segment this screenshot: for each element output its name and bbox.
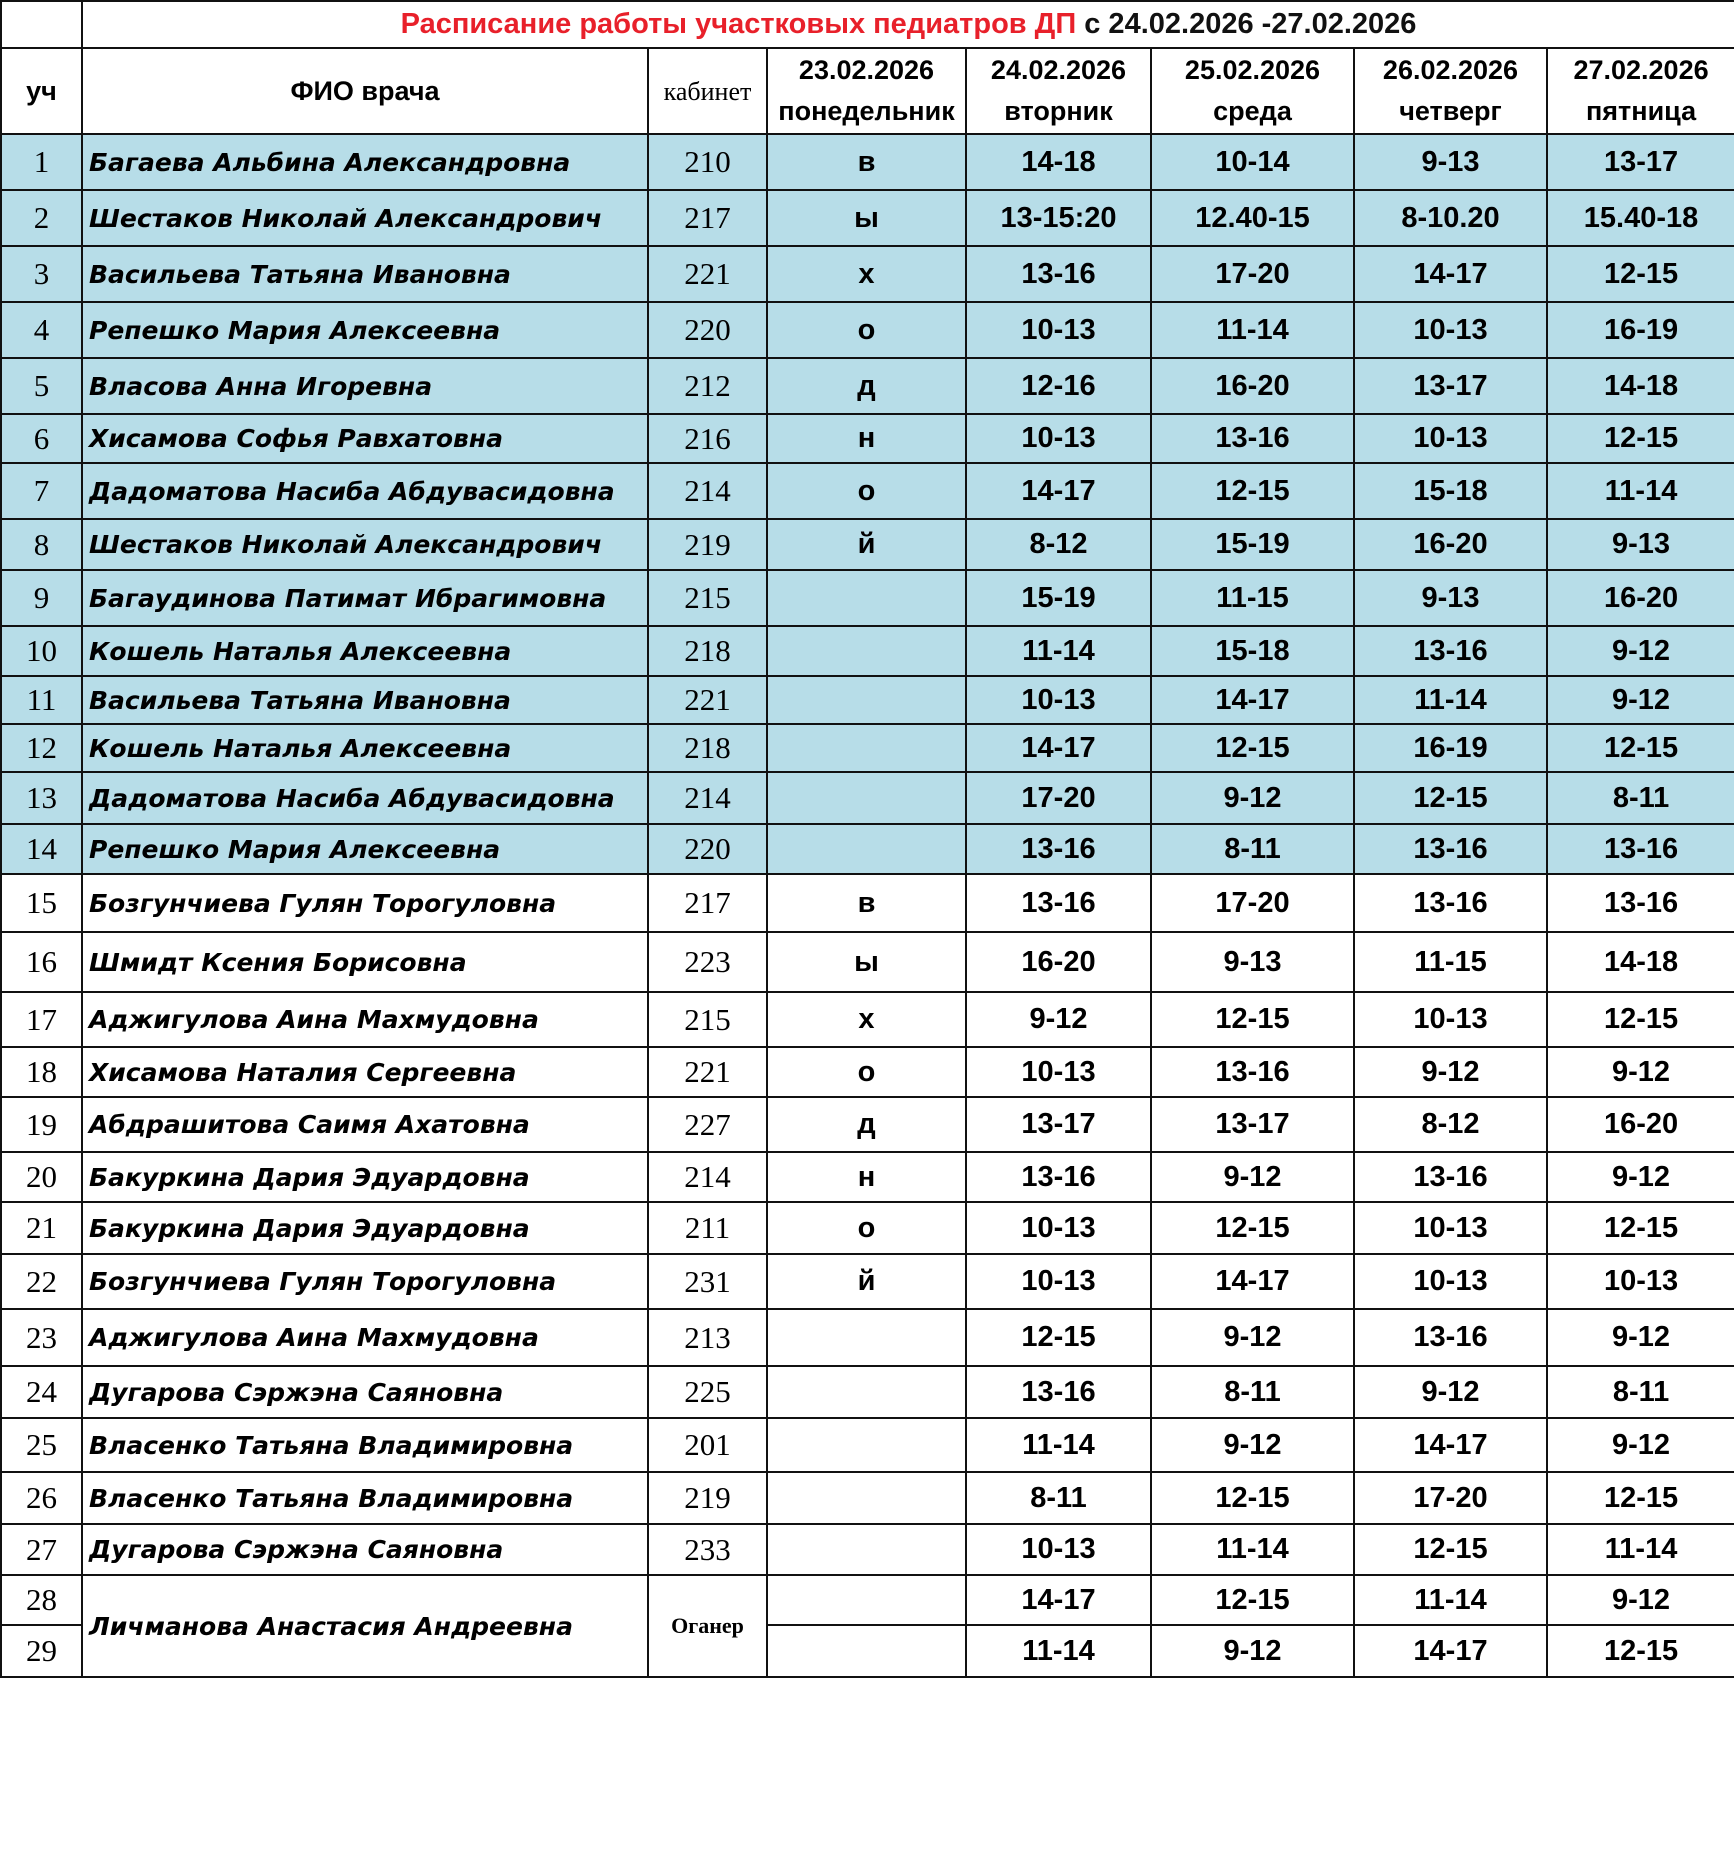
header-day-wed	[1151, 48, 1354, 134]
table-row	[1, 824, 1734, 874]
doctor-name: Шестаков Николай Александрович	[82, 519, 648, 570]
work-hours: 13-17	[1151, 1097, 1354, 1152]
work-hours: 9-12	[1547, 1418, 1734, 1472]
monday-status	[767, 1309, 966, 1366]
doctor-name: Власенко Татьяна Владимировна	[82, 1472, 648, 1524]
table-row	[1, 1309, 1734, 1366]
table-row	[1, 1097, 1734, 1152]
row-number: 13	[1, 772, 82, 824]
cabinet-number: 231	[648, 1254, 767, 1309]
header-weekday: понедельник	[778, 96, 955, 126]
row-number: 7	[1, 463, 82, 519]
doctor-name: Шмидт Ксения Борисовна	[82, 932, 648, 992]
work-hours: 9-12	[1547, 1575, 1734, 1625]
cabinet-number: 219	[648, 1472, 767, 1524]
cabinet-number: 214	[648, 772, 767, 824]
title-range: с 24.02.2026 -27.02.2026	[1084, 8, 1417, 40]
work-hours: 17-20	[1354, 1472, 1547, 1524]
work-hours: 9-13	[1354, 570, 1547, 626]
table-row	[1, 932, 1734, 992]
header-date: 27.02.2026	[1573, 55, 1709, 85]
header-date: 23.02.2026	[798, 55, 935, 85]
table-row	[1, 302, 1734, 358]
doctor-name: Дугарова Сэржэна Саяновна	[82, 1524, 648, 1575]
work-hours: 14-18	[1547, 358, 1734, 414]
work-hours: 16-19	[1547, 302, 1734, 358]
work-hours: 9-12	[1151, 1625, 1354, 1677]
cabinet-number: 216	[648, 414, 767, 463]
monday-status	[767, 772, 966, 824]
title-main: Расписание работы участковых педиатров ДП	[400, 8, 1077, 40]
work-hours: 11-14	[1547, 1524, 1734, 1575]
work-hours: 13-16	[966, 1152, 1151, 1202]
work-hours: 9-12	[1354, 1047, 1547, 1097]
row-number: 24	[1, 1366, 82, 1418]
monday-status: х	[767, 246, 966, 302]
doctor-name: Власова Анна Игоревна	[82, 358, 648, 414]
work-hours: 12-15	[1151, 463, 1354, 519]
work-hours: 10-13	[1354, 1202, 1547, 1254]
work-hours: 12-15	[1547, 1472, 1734, 1524]
cabinet-number: 217	[648, 190, 767, 246]
work-hours: 11-14	[966, 1418, 1151, 1472]
cabinet-number: 218	[648, 724, 767, 772]
row-number: 12	[1, 724, 82, 772]
work-hours: 9-12	[1547, 1047, 1734, 1097]
work-hours: 14-17	[1354, 246, 1547, 302]
cabinet-number: 211	[648, 1202, 767, 1254]
monday-status	[767, 1418, 966, 1472]
work-hours: 8-10.20	[1354, 190, 1547, 246]
header-date: 24.02.2026	[990, 55, 1127, 85]
header-day-thu	[1354, 48, 1547, 134]
work-hours: 11-14	[1151, 302, 1354, 358]
doctor-name: Кошель Наталья Алексеевна	[82, 626, 648, 676]
work-hours: 10-13	[966, 1202, 1151, 1254]
work-hours: 9-12	[1354, 1366, 1547, 1418]
work-hours: 12-15	[1151, 992, 1354, 1047]
work-hours: 12-15	[1547, 414, 1734, 463]
work-hours: 13-16	[1354, 1309, 1547, 1366]
work-hours: 12-15	[1151, 724, 1354, 772]
page-title	[82, 1, 1734, 48]
monday-status	[767, 824, 966, 874]
monday-status: о	[767, 463, 966, 519]
row-number: 22	[1, 1254, 82, 1309]
table-row	[1, 992, 1734, 1047]
table-row	[1, 874, 1734, 932]
work-hours: 12-15	[1547, 1625, 1734, 1677]
doctor-name: Власенко Татьяна Владимировна	[82, 1418, 648, 1472]
work-hours: 8-12	[966, 519, 1151, 570]
monday-status	[767, 724, 966, 772]
table-row	[1, 190, 1734, 246]
doctor-name: Шестаков Николай Александрович	[82, 190, 648, 246]
table-row	[1, 1202, 1734, 1254]
work-hours: 14-18	[966, 134, 1151, 190]
title-row	[1, 1, 1734, 48]
work-hours: 12-15	[1547, 724, 1734, 772]
doctor-name: Хисамова Софья Равхатовна	[82, 414, 648, 463]
cabinet-number: 223	[648, 932, 767, 992]
work-hours: 13-16	[1151, 414, 1354, 463]
monday-status	[767, 626, 966, 676]
work-hours: 8-11	[1547, 1366, 1734, 1418]
cabinet-number: 227	[648, 1097, 767, 1152]
work-hours: 16-20	[1547, 570, 1734, 626]
row-number: 23	[1, 1309, 82, 1366]
work-hours: 17-20	[1151, 246, 1354, 302]
monday-status	[767, 1366, 966, 1418]
work-hours: 9-12	[966, 992, 1151, 1047]
work-hours: 9-12	[1547, 1152, 1734, 1202]
header-day-tue	[966, 48, 1151, 134]
header-weekday: пятница	[1585, 96, 1697, 126]
table-row	[1, 463, 1734, 519]
work-hours: 11-14	[1151, 1524, 1354, 1575]
work-hours: 11-14	[966, 1625, 1151, 1677]
monday-status: ы	[767, 190, 966, 246]
work-hours: 10-13	[1354, 302, 1547, 358]
work-hours: 13-17	[1354, 358, 1547, 414]
monday-status	[767, 1575, 966, 1625]
doctor-name: Бакуркина Дария Эдуардовна	[82, 1202, 648, 1254]
work-hours: 15-19	[966, 570, 1151, 626]
monday-status: в	[767, 874, 966, 932]
doctor-name: Дадоматова Насиба Абдувасидовна	[82, 463, 648, 519]
table-row	[1, 414, 1734, 463]
work-hours: 8-11	[1151, 1366, 1354, 1418]
table-row	[1, 1472, 1734, 1524]
row-number: 9	[1, 570, 82, 626]
table-row	[1, 519, 1734, 570]
header-row	[1, 48, 1734, 134]
header-date: 26.02.2026	[1382, 55, 1519, 85]
work-hours: 12-15	[1547, 1202, 1734, 1254]
row-number: 3	[1, 246, 82, 302]
title-corner-cell	[1, 1, 82, 48]
cabinet-number: 214	[648, 463, 767, 519]
row-number: 27	[1, 1524, 82, 1575]
row-number: 6	[1, 414, 82, 463]
work-hours: 9-12	[1151, 1418, 1354, 1472]
cabinet-number: 233	[648, 1524, 767, 1575]
monday-status: й	[767, 519, 966, 570]
header-day-mon	[767, 48, 966, 134]
table-row	[1, 1047, 1734, 1097]
work-hours: 13-16	[1354, 874, 1547, 932]
work-hours: 10-14	[1151, 134, 1354, 190]
cabinet-number: 215	[648, 992, 767, 1047]
work-hours: 10-13	[966, 1047, 1151, 1097]
cabinet-number: 220	[648, 302, 767, 358]
work-hours: 13-17	[966, 1097, 1151, 1152]
header-cabinet: кабинет	[648, 48, 767, 134]
table-row	[1, 626, 1734, 676]
work-hours: 13-16	[1354, 626, 1547, 676]
row-number: 26	[1, 1472, 82, 1524]
work-hours: 9-13	[1151, 932, 1354, 992]
work-hours: 14-18	[1547, 932, 1734, 992]
doctor-name: Васильева Татьяна Ивановна	[82, 676, 648, 724]
monday-status: о	[767, 1202, 966, 1254]
monday-status	[767, 1524, 966, 1575]
work-hours: 14-17	[1354, 1418, 1547, 1472]
work-hours: 12-15	[1151, 1575, 1354, 1625]
work-hours: 13-15:20	[966, 190, 1151, 246]
work-hours: 9-12	[1151, 772, 1354, 824]
work-hours: 9-13	[1547, 519, 1734, 570]
work-hours: 11-15	[1354, 932, 1547, 992]
work-hours: 12-15	[1151, 1202, 1354, 1254]
cabinet-number: 221	[648, 1047, 767, 1097]
work-hours: 15.40-18	[1547, 190, 1734, 246]
cabinet-number: 221	[648, 246, 767, 302]
row-number: 19	[1, 1097, 82, 1152]
cabinet-number: 220	[648, 824, 767, 874]
doctor-name: Бакуркина Дария Эдуардовна	[82, 1152, 648, 1202]
header-uch: уч	[1, 48, 82, 134]
doctor-name: Хисамова Наталия Сергеевна	[82, 1047, 648, 1097]
doctor-name: Абдрашитова Саимя Ахатовна	[82, 1097, 648, 1152]
row-number: 4	[1, 302, 82, 358]
work-hours: 10-13	[966, 676, 1151, 724]
work-hours: 17-20	[966, 772, 1151, 824]
work-hours: 8-11	[966, 1472, 1151, 1524]
doctor-name: Бозгунчиева Гулян Торогуловна	[82, 874, 648, 932]
table-row	[1, 570, 1734, 626]
row-number: 8	[1, 519, 82, 570]
monday-status	[767, 1625, 966, 1677]
header-fio: ФИО врача	[82, 48, 648, 134]
work-hours: 8-11	[1151, 824, 1354, 874]
work-hours: 15-18	[1151, 626, 1354, 676]
work-hours: 13-16	[1547, 874, 1734, 932]
doctor-name: Бозгунчиева Гулян Торогуловна	[82, 1254, 648, 1309]
cabinet-number: 212	[648, 358, 767, 414]
cabinet-number: 214	[648, 1152, 767, 1202]
monday-status: д	[767, 358, 966, 414]
cabinet-number: 219	[648, 519, 767, 570]
work-hours: 10-13	[966, 414, 1151, 463]
work-hours: 12-15	[1547, 246, 1734, 302]
monday-status: в	[767, 134, 966, 190]
work-hours: 12-15	[1354, 772, 1547, 824]
table-row	[1, 724, 1734, 772]
work-hours: 10-13	[1354, 414, 1547, 463]
work-hours: 14-17	[1151, 1254, 1354, 1309]
cabinet-number: 210	[648, 134, 767, 190]
cabinet-number: 225	[648, 1366, 767, 1418]
work-hours: 14-17	[1354, 1625, 1547, 1677]
work-hours: 12-16	[966, 358, 1151, 414]
doctor-name: Репешко Мария Алексеевна	[82, 824, 648, 874]
work-hours: 10-13	[966, 1254, 1151, 1309]
work-hours: 14-17	[966, 724, 1151, 772]
work-hours: 16-20	[966, 932, 1151, 992]
table-row	[1, 1366, 1734, 1418]
header-weekday: вторник	[1004, 96, 1113, 126]
doctor-name: Васильева Татьяна Ивановна	[82, 246, 648, 302]
work-hours: 13-16	[966, 874, 1151, 932]
row-number: 17	[1, 992, 82, 1047]
monday-status	[767, 1472, 966, 1524]
table-row	[1, 676, 1734, 724]
table-row	[1, 358, 1734, 414]
cabinet-number: 201	[648, 1418, 767, 1472]
work-hours: 11-14	[1547, 463, 1734, 519]
work-hours: 12-15	[1151, 1472, 1354, 1524]
row-number: 5	[1, 358, 82, 414]
work-hours: 17-20	[1151, 874, 1354, 932]
monday-status: д	[767, 1097, 966, 1152]
row-number: 2	[1, 190, 82, 246]
doctor-name: Багаева Альбина Александровна	[82, 134, 648, 190]
work-hours: 8-12	[1354, 1097, 1547, 1152]
work-hours: 12.40-15	[1151, 190, 1354, 246]
work-hours: 14-17	[1151, 676, 1354, 724]
work-hours: 16-19	[1354, 724, 1547, 772]
monday-status: о	[767, 1047, 966, 1097]
monday-status: н	[767, 1152, 966, 1202]
work-hours: 9-12	[1547, 1309, 1734, 1366]
table-row	[1, 1524, 1734, 1575]
doctor-name: Дадоматова Насиба Абдувасидовна	[82, 772, 648, 824]
doctor-name: Аджигулова Аина Махмудовна	[82, 1309, 648, 1366]
monday-status	[767, 676, 966, 724]
work-hours: 16-20	[1354, 519, 1547, 570]
work-hours: 9-12	[1151, 1152, 1354, 1202]
doctor-name: Аджигулова Аина Махмудовна	[82, 992, 648, 1047]
monday-status: ы	[767, 932, 966, 992]
cabinet-number: 221	[648, 676, 767, 724]
row-number: 11	[1, 676, 82, 724]
header-day-fri	[1547, 48, 1734, 134]
work-hours: 10-13	[1354, 992, 1547, 1047]
work-hours: 14-17	[966, 463, 1151, 519]
cabinet-number: 217	[648, 874, 767, 932]
header-date: 25.02.2026	[1184, 55, 1321, 85]
work-hours: 16-20	[1151, 358, 1354, 414]
doctor-name: Личманова Анастасия Андреевна	[82, 1575, 648, 1677]
cabinet-number: 213	[648, 1309, 767, 1366]
work-hours: 13-16	[966, 1366, 1151, 1418]
work-hours: 8-11	[1547, 772, 1734, 824]
work-hours: 13-17	[1547, 134, 1734, 190]
row-number: 25	[1, 1418, 82, 1472]
doctor-name: Кошель Наталья Алексеевна	[82, 724, 648, 772]
table-row	[1, 246, 1734, 302]
work-hours: 11-14	[1354, 1575, 1547, 1625]
row-number: 15	[1, 874, 82, 932]
row-number: 14	[1, 824, 82, 874]
work-hours: 14-17	[966, 1575, 1151, 1625]
work-hours: 13-16	[1354, 1152, 1547, 1202]
work-hours: 16-20	[1547, 1097, 1734, 1152]
work-hours: 11-15	[1151, 570, 1354, 626]
cabinet-number: 215	[648, 570, 767, 626]
work-hours: 15-18	[1354, 463, 1547, 519]
doctor-name: Дугарова Сэржэна Саяновна	[82, 1366, 648, 1418]
monday-status: й	[767, 1254, 966, 1309]
table-row	[1, 1575, 1734, 1625]
monday-status	[767, 570, 966, 626]
work-hours: 10-13	[966, 302, 1151, 358]
work-hours: 12-15	[1354, 1524, 1547, 1575]
work-hours: 12-15	[966, 1309, 1151, 1366]
table-row	[1, 1418, 1734, 1472]
row-number: 21	[1, 1202, 82, 1254]
table-row	[1, 134, 1734, 190]
header-weekday: четверг	[1399, 96, 1502, 126]
table-row	[1, 772, 1734, 824]
monday-status: х	[767, 992, 966, 1047]
row-number: 1	[1, 134, 82, 190]
row-number: 16	[1, 932, 82, 992]
header-weekday: среда	[1213, 96, 1292, 126]
work-hours: 9-12	[1151, 1309, 1354, 1366]
work-hours: 13-16	[966, 824, 1151, 874]
work-hours: 13-16	[1354, 824, 1547, 874]
work-hours: 9-13	[1354, 134, 1547, 190]
work-hours: 13-16	[1547, 824, 1734, 874]
work-hours: 10-13	[1547, 1254, 1734, 1309]
work-hours: 9-12	[1547, 626, 1734, 676]
work-hours: 12-15	[1547, 992, 1734, 1047]
monday-status: н	[767, 414, 966, 463]
row-number: 29	[1, 1625, 82, 1677]
work-hours: 13-16	[966, 246, 1151, 302]
work-hours: 10-13	[1354, 1254, 1547, 1309]
doctor-name: Багаудинова Патимат Ибрагимовна	[82, 570, 648, 626]
cabinet-number: Оганер	[648, 1575, 767, 1677]
doctor-name: Репешко Мария Алексеевна	[82, 302, 648, 358]
row-number: 10	[1, 626, 82, 676]
row-number: 20	[1, 1152, 82, 1202]
work-hours: 11-14	[966, 626, 1151, 676]
monday-status: о	[767, 302, 966, 358]
work-hours: 11-14	[1354, 676, 1547, 724]
table-row	[1, 1254, 1734, 1309]
row-number: 18	[1, 1047, 82, 1097]
work-hours: 10-13	[966, 1524, 1151, 1575]
work-hours: 9-12	[1547, 676, 1734, 724]
work-hours: 15-19	[1151, 519, 1354, 570]
work-hours: 13-16	[1151, 1047, 1354, 1097]
table-row	[1, 1152, 1734, 1202]
row-number: 28	[1, 1575, 82, 1625]
cabinet-number: 218	[648, 626, 767, 676]
